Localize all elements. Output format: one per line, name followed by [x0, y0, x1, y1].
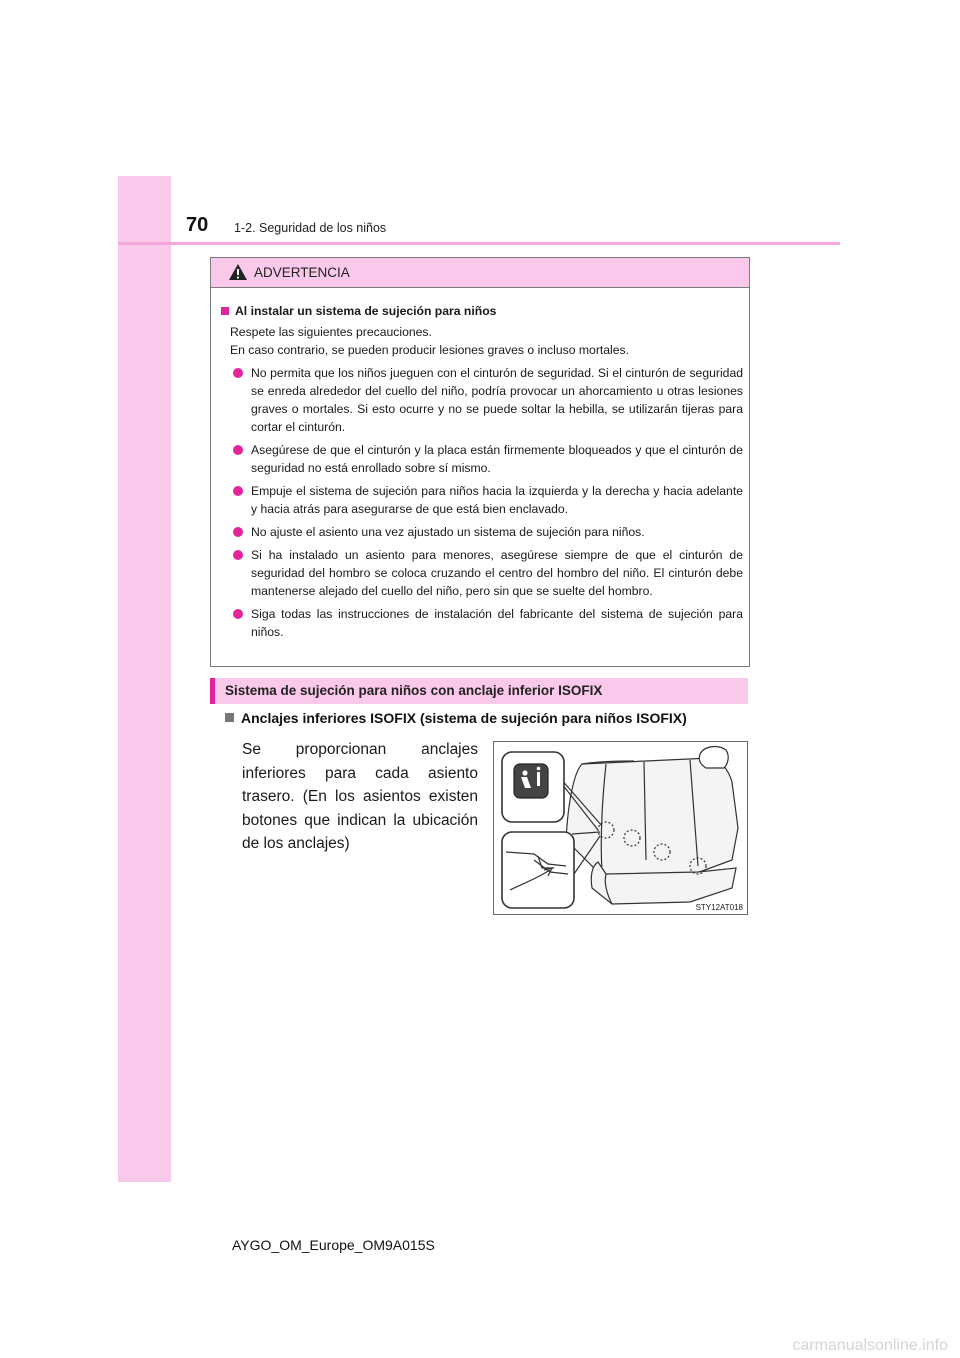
section-title-band — [210, 678, 748, 704]
warning-box — [210, 257, 750, 667]
warning-intro — [221, 323, 743, 359]
warning-bullet: Asegúrese de que el cinturón y la placa están firmemente bloqueados y que el cinturón de seguridad no está enrollado sobre sí mismo. — [221, 441, 743, 477]
section-title: Sistema de sujeción para niños con anclaje inferior ISOFIX — [225, 683, 603, 698]
section-header: 1-2. Seguridad de los niños — [234, 221, 387, 235]
warning-body — [211, 288, 749, 641]
square-bullet-icon — [221, 307, 229, 315]
watermark: carmanualsonline.info — [792, 1337, 948, 1354]
bullet-dot-icon — [233, 486, 243, 496]
warning-bullet: Siga todas las instrucciones de instalación del fabricante del sistema de sujeción para niños. — [221, 605, 743, 641]
warning-bullet: No permita que los niños jueguen con el cinturón de seguridad. Si el cinturón de seguridad se enreda alrededor del cuello del niño, podría provocar un ahorcamiento u otras lesiones graves o mortales. Si esto ocurre y no se puede soltar la hebilla, se utilizarán tijeras para cortar el cinturón. — [221, 364, 743, 436]
section-subheading: Anclajes inferiores ISOFIX (sistema de sujeción para niños ISOFIX) — [225, 710, 687, 726]
body-paragraph: Se proporcionan anclajes inferiores para cada asiento trasero. (En los asientos existen botones que indican la ubicación de los anclajes) — [242, 741, 478, 853]
warning-bullet: Empuje el sistema de sujeción para niños hacia la izquierda y la derecha y hacia adelante y hacia atrás para asegurarse de que está bien enclavado. — [221, 482, 743, 518]
warning-intro-line: En caso contrario, se pueden producir lesiones graves o incluso mortales. — [230, 343, 630, 357]
page-number: 70 — [186, 214, 209, 236]
header-rule — [118, 242, 840, 245]
bullet-dot-icon — [233, 445, 243, 455]
side-tab — [118, 176, 171, 1182]
bullet-dot-icon — [233, 527, 243, 537]
warning-bullet: No ajuste el asiento una vez ajustado un sistema de sujeción para niños. — [221, 523, 743, 541]
square-bullet-icon — [225, 713, 234, 722]
warning-title-bar — [211, 258, 749, 288]
bullet-dot-icon — [233, 550, 243, 560]
isofix-figure — [493, 741, 748, 915]
figure-code: STY12AT018 — [695, 903, 743, 912]
rear-seat-illustration — [494, 742, 748, 915]
footer-doc-id: AYGO_OM_Europe_OM9A015S — [232, 1237, 435, 1253]
warning-bullet: Si ha instalado un asiento para menores, asegúrese siempre de que el cinturón de seguridad del hombro se coloca cruzando el centro del hombro del niño. El cinturón debe mantenerse alejado del cuello del niño, pero sin que se suelte del hombro. — [221, 546, 743, 600]
warning-intro-line: Respete las siguientes precauciones. — [230, 325, 432, 339]
warning-triangle-icon — [228, 263, 248, 281]
warning-subheading: Al instalar un sistema de sujeción para niños — [221, 302, 743, 320]
warning-title: ADVERTENCIA — [254, 265, 350, 280]
bullet-dot-icon — [233, 368, 243, 378]
bullet-dot-icon — [233, 609, 243, 619]
